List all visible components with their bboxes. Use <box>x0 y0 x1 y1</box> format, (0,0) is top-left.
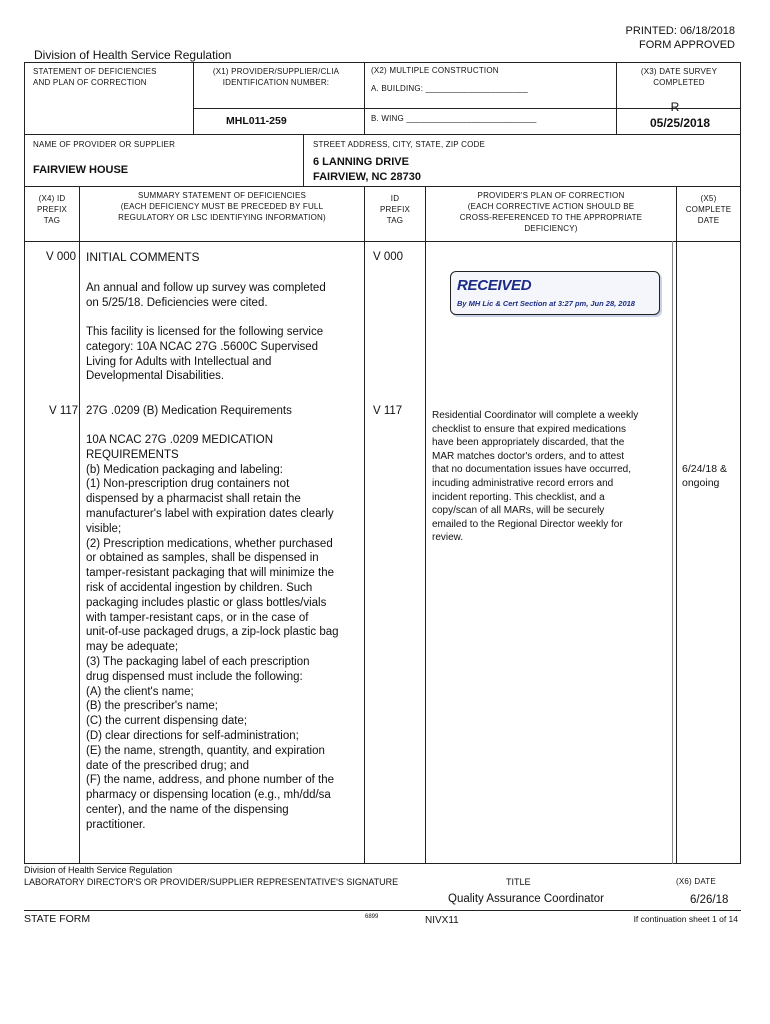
col-x5-header: (X5) COMPLETE DATE <box>685 194 732 225</box>
col-id-header: ID PREFIX TAG <box>379 194 411 225</box>
entry-tag-v117: V 117 <box>49 405 79 417</box>
form-number: 6899 <box>365 914 379 920</box>
received-stamp <box>450 271 660 315</box>
entry-title-v000: INITIAL COMMENTS <box>86 250 200 264</box>
title-label: TITLE <box>506 877 531 887</box>
entry-paragraph: An annual and follow up survey was completed on 5/25/18. Deficiencies were cited. <box>86 282 326 309</box>
address-line1: 6 LANNING DRIVE <box>313 156 409 168</box>
col-summary-header: SUMMARY STATEMENT OF DEFICIENCIES (EACH DEFICIENCY MUST BE PRECEDED BY FULL REGULATORY OR LSC IDENTIFYING INFORMATION) <box>118 191 326 222</box>
x2-label: (X2) MULTIPLE CONSTRUCTION <box>371 66 499 75</box>
stamp-subtitle: By MH Lic & Cert Section at 3:27 pm, Jun 28, 2018 <box>457 299 635 308</box>
provider-name-label: NAME OF PROVIDER OR SUPPLIER <box>33 140 176 149</box>
stamp-title: RECEIVED <box>457 277 532 294</box>
col-plan-header: PROVIDER'S PLAN OF CORRECTION (EACH CORRECTIVE ACTION SHOULD BE CROSS-REFERENCED TO THE APPROPRIATE DEFICIENCY) <box>459 191 643 233</box>
complete-date: 6/24/18 & ongoing <box>682 463 727 489</box>
entry-idtag-v000: V 000 <box>373 251 404 263</box>
statement-label: STATEMENT OF DEFICIENCIES AND PLAN OF CORRECTION <box>33 67 157 87</box>
footer-agency: Division of Health Service Regulation <box>24 865 173 875</box>
plan-of-correction: Residential Coordinator will complete a weekly checklist to ensure that expired medications have been appropriately discarded, that the MAR matches doctor's orders, and to attest that no documentation issues have occurred, incuding administrative record errors and incident reporting. This checklist, and a copy/scan of all MARs, will be securely emailed to the Regional Director weekly for review. <box>432 410 639 544</box>
regulation-text: 10A NCAC 27G .0209 MEDICATION REQUIREMENTS (b) Medication packaging and labeling: (1) Non-prescription drug containers not dispensed by a pharmacist shall retain the manufacturer's label with expiration dates clearly visible; (2) Prescription medications, whether purchased or obtained as samples, shall be dispensed in tamper-resistant packaging that will minimize the risk of accidental ingestion by children. Such packaging includes plastic or glass bottles/vials with tamper-resistant caps, or in the case of unit-of-use packaged drugs, a zip-lock plastic bag may be adequate; (3) The packaging label of each prescription drug dispensed must include the following: (A) the client's name; (B) the prescriber's name; (C) the current dispensing date; (D) clear directions for self-administration; (E) the name, strength, quantity, and expiration date of the prescribed drug; and (F) the name, address, and phone number of the pharmacy or dispensing location (e.g., mh/dd/sa center), and the name of the dispensing practitioner. <box>86 434 339 831</box>
entry-tag-v000: V 000 <box>46 251 77 263</box>
form-approved: FORM APPROVED <box>639 39 735 51</box>
provider-name: FAIRVIEW HOUSE <box>33 164 129 176</box>
date-label: (X6) DATE <box>676 877 716 886</box>
address-line2: FAIRVIEW, NC 28730 <box>313 171 422 183</box>
entry-paragraph: This facility is licensed for the following service category: 10A NCAC 27G .5600C Supervised Living for Adults with Intellectual and Developmental Disabilities. <box>86 326 324 383</box>
signer-title: Quality Assurance Coordinator <box>448 893 604 905</box>
printed-date: PRINTED: 06/18/2018 <box>625 25 735 37</box>
event-id: NIVX11 <box>425 915 459 926</box>
x1-label: (X1) PROVIDER/SUPPLIER/CLIA IDENTIFICATION NUMBER: <box>212 67 340 87</box>
wing-field: B. WING ____________________________ <box>371 114 537 123</box>
x3-code: R <box>670 100 680 114</box>
address-label: STREET ADDRESS, CITY, STATE, ZIP CODE <box>313 140 486 149</box>
continuation-sheet: If continuation sheet 1 of 14 <box>633 914 738 924</box>
x3-label: (X3) DATE SURVEY COMPLETED <box>640 67 718 87</box>
provider-id: MHL011-259 <box>226 115 287 127</box>
signature-date: 6/26/18 <box>690 894 729 906</box>
signature-label: LABORATORY DIRECTOR'S OR PROVIDER/SUPPLIER REPRESENTATIVE'S SIGNATURE <box>24 877 399 887</box>
entry-title-v117: 27G .0209 (B) Medication Requirements <box>86 405 292 417</box>
survey-completed-date: 05/25/2018 <box>649 116 711 130</box>
building-field: A. BUILDING: ______________________ <box>371 84 528 93</box>
state-form-label: STATE FORM <box>24 913 91 925</box>
col-x4-header: (X4) ID PREFIX TAG <box>36 194 68 225</box>
entry-idtag-v117: V 117 <box>373 405 403 417</box>
agency-title: Division of Health Service Regulation <box>34 48 232 62</box>
